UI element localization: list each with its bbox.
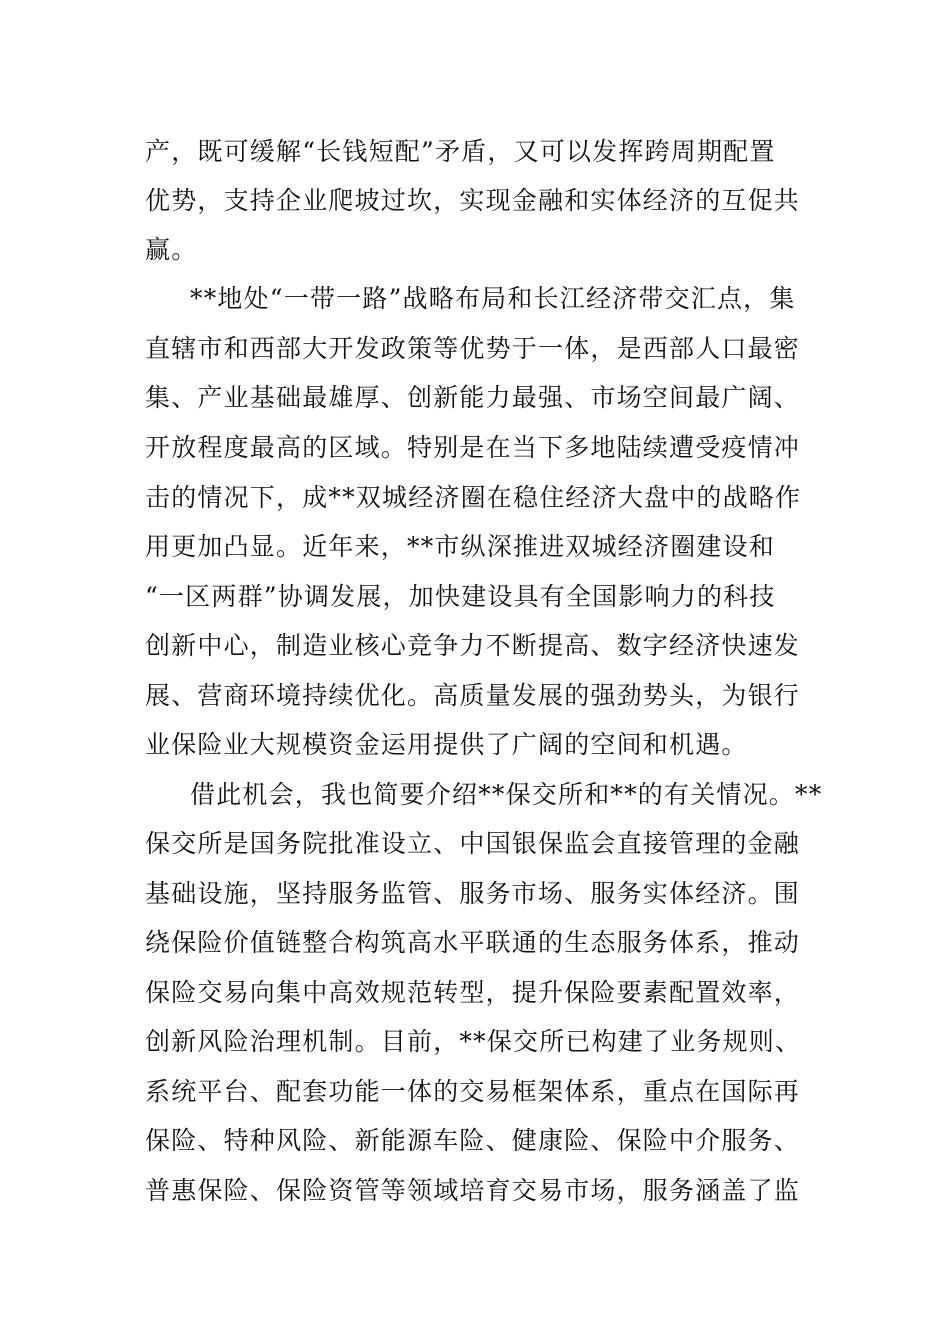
text-line: 保交所是国务院批准设立、中国银保监会直接管理的金融 xyxy=(145,829,801,858)
text-line: 开放程度最高的区域。特别是在当下多地陆续遭受疫情冲 xyxy=(145,433,801,462)
text-line: 保险、特种风险、新能源车险、健康险、保险中介服务、 xyxy=(145,1126,801,1155)
text-line: “一区两群”协调发展，加快建设具有全国影响力的科技 xyxy=(145,582,776,611)
text-line: 产，既可缓解“长钱短配”矛盾，又可以发挥跨周期配置 xyxy=(145,137,776,166)
text-line: 用更加凸显。近年来，**市纵深推进双城经济圈建设和 xyxy=(145,532,776,561)
text-line: 业保险业大规模资金运用提供了广阔的空间和机遇。 xyxy=(145,730,748,759)
text-line: 创新风险治理机制。目前，**保交所已构建了业务规则、 xyxy=(145,1027,802,1056)
text-line: 赢。 xyxy=(145,235,198,264)
text-line: 集、产业基础最雄厚、创新能力最强、市场空间最广阔、 xyxy=(145,383,801,412)
paragraph-start-line: 借此机会，我也简要介绍**保交所和**的有关情况。** xyxy=(190,780,823,809)
text-line: 优势，支持企业爬坡过坎，实现金融和实体经济的互促共 xyxy=(145,186,801,215)
text-line: 保险交易向集中高效规范转型，提升保险要素配置效率， xyxy=(145,978,801,1007)
text-line: 创新中心，制造业核心竞争力不断提高、数字经济快速发 xyxy=(145,631,801,660)
text-line: 击的情况下，成**双城经济圈在稳住经济大盘中的战略作 xyxy=(145,483,802,512)
paragraph-start-line: **地处“一带一路”战略布局和长江经济带交汇点，集 xyxy=(190,284,796,313)
text-line: 系统平台、配套功能一体的交易框架体系，重点在国际再 xyxy=(145,1077,801,1106)
text-line: 普惠保险、保险资管等领域培育交易市场，服务涵盖了监 xyxy=(145,1176,801,1205)
text-line: 展、营商环境持续优化。高质量发展的强劲势头，为银行 xyxy=(145,681,801,710)
text-line: 绕保险价值链整合构筑高水平联通的生态服务体系，推动 xyxy=(145,928,801,957)
text-line: 直辖市和西部大开发政策等优势于一体，是西部人口最密 xyxy=(145,334,801,363)
text-line: 基础设施，坚持服务监管、服务市场、服务实体经济。围 xyxy=(145,879,801,908)
